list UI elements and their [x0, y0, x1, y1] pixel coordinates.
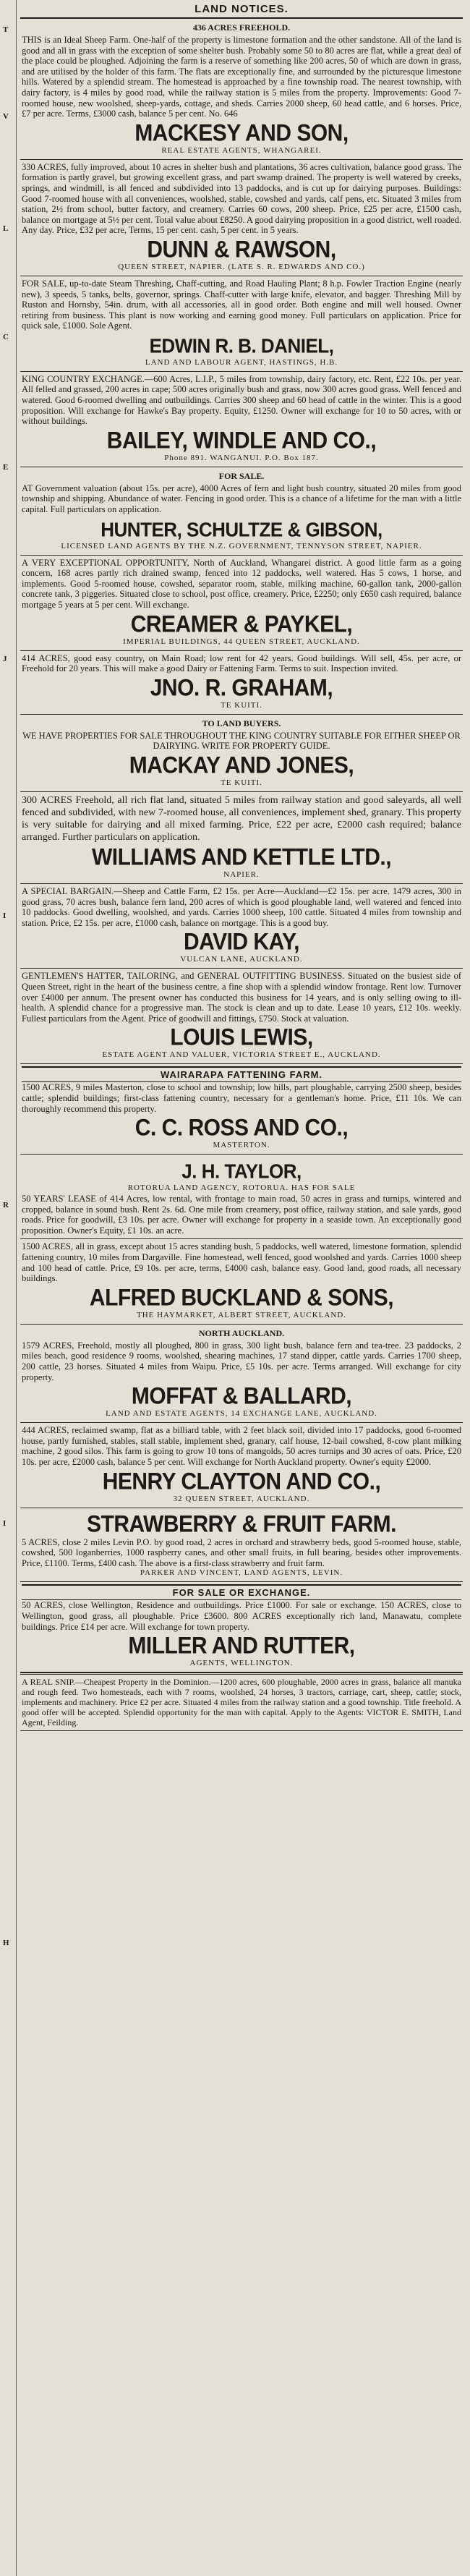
advert-title: NORTH AUCKLAND. [198, 1327, 285, 1338]
advertiser-address: ROTORUA LAND AGENCY, ROTORUA. HAS FOR SALE [127, 1183, 356, 1193]
advertiser-address: 32 QUEEN STREET, AUCKLAND. [173, 1494, 310, 1503]
advert-body: THIS is an Ideal Sheep Farm. One-half of the property is limestone formation and the other sandstone. All of the land is good and all in grass with the exception of some shelter bush. Probably some 50 to 80 acres are flat, while a great deal of the place could be ploughed. Adjoining the farm is a reserve of something like 200 acres, 50 of which are down in grass, and are utilised by the holder of this farm. The flats are exceptionally fine, and surrounded by the picturesque limestone hills. Watered by a splendid stream. The homestead is approached by a fine township road. The nearest township, with dairy factory, is 4 miles by good road, while the railway station is 5 miles from the property. Improvements: Good 7-roomed house, new woolshed, sheep-yards, cottage, and sheds. Carries 2000 sheep, 60 head cattle, and 6 horses. Price, £7 per acre. Terms, £3000 cash, balance 5 per cent. No. 646 [22, 35, 461, 119]
advert-300-acres [20, 792, 463, 884]
advert-body: A VERY EXCEPTIONAL OPPORTUNITY, North of Auckland, Whangarei district. A good little farm as a going concern, 168 acres partly rich drained swamp, fenced into 12 paddocks, well watered. Has 5 cows, 1 horse, and implements. Good 5-roomed house, cowshed, separator room, stable, milking machine, 60-gallon tank, 2000-gallon concrete tank, 3 piggeries. Situated close to school, post office, creamery. Price, £2250; only £650 cash required, balance mortgage 5 years at 5 per cent. Will exchange. [22, 557, 461, 610]
advertiser-name: J. H. TAYLOR, [181, 1159, 302, 1183]
gutter-mark: E [3, 463, 9, 472]
advertiser-name: ALFRED BUCKLAND & SONS, [89, 1285, 394, 1312]
advert-title: WAIRARAPA FATTENING FARM. [22, 1066, 461, 1082]
advertiser-name: MACKAY AND JONES, [129, 752, 354, 779]
advertiser-name: C. C. ROSS AND CO., [134, 1115, 349, 1142]
advert-hatter-business [20, 969, 463, 1064]
gutter-mark: J [3, 655, 7, 663]
advertiser-name: HENRY CLAYTON AND CO., [102, 1468, 381, 1495]
advert-wairarapa-farm [20, 1064, 463, 1155]
advert-body: 5 ACRES, close 2 miles Levin P.O. by good road, 2 acres in orchard and strawberry beds, good 5-roomed house, stable, cowshed, 500 loganberries, 1000 raspberry canes, and other small fruits, in full bearing, besides other improvements. Price, £1100. Terms, £400 cash. The above is a first-class strawberry and fruit farm. [22, 1536, 461, 1568]
advert-body: KING COUNTRY EXCHANGE.—600 Acres, L.I.P., 5 miles from township, dairy factory, etc. Rent, £22 10s. per year. All felled and grassed, 200 acres in cape; 500 acres originally bush and grass, now 300 acres good grass. Well fenced and watered. Good 6-roomed dwelling and outbuildings. Carries 300 sheep and 60 head of cattle in the winter. This is a good proposition. Will exchange for Hawke's Bay property. Equity, £1250. Owner will exchange for 10 to 50 acres, with or without buildings. [22, 373, 461, 427]
advertiser-address: TE KUITI. [221, 778, 262, 787]
advertiser-name: MOFFAT & BALLARD, [131, 1383, 352, 1410]
advert-title: FOR SALE OR EXCHANGE. [22, 1584, 461, 1600]
advertiser-name: DUNN & RAWSON, [147, 237, 336, 263]
advert-body: 300 ACRES Freehold, all rich flat land, situated 5 miles from railway station and good saleyards, all well fenced and subdivided, with new 7-roomed house, all conveniences, implement shed, granary. This property is very suitable for dairying and all mixed farming. Price, £22 per acre, £2000 cash required; balance arranged. Further particulars on application. [22, 794, 461, 843]
advert-body: 330 ACRES, fully improved, about 10 acres in shelter bush and plantations, 36 acres cultivation, balance good grass. The formation is partly gravel, but growing excellent grass, and part swamp drained. The property is well watered by creeks, springs, and windmill, is all fenced and subdivided into 13 paddocks, and is cut up for dairying purposes. Buildings: Good 7-roomed house with all conveniences, woolshed, stable, cowshed and yards, calf pens, etc. Situated 3 miles from station, 2½ from school, butter factory, and creamery. Carries 60 cows, 200 sheep. Price, £25 per acre, £1500 cash, balance on mortgage at 5½ per cent. Total value about £8250. A good dairying proposition in a good district, well roaded. Any day. Price, £32 per acre, Terms, 15 per cent. cash, 5 per cent. in 5 years. [22, 161, 461, 236]
section-header: LAND NOTICES. [20, 0, 463, 19]
advert-body: 1500 ACRES, all in grass, except about 15 acres standing bush, 5 paddocks, well watered, limestone formation, splendid fattening country, 10 miles from Dargaville. Fine homestead, well fenced, good woolshed and yards. Carries 1000 sheep and 100 head of cattle. Price, £9 10s. per acre, terms, £4000 cash, balance easy. Good land, good roads, all necessary buildings. [22, 1241, 461, 1284]
advertiser-address: THE HAYMARKET, ALBERT STREET, AUCKLAND. [136, 1310, 347, 1319]
advertiser-address: QUEEN STREET, NAPIER. (LATE S. R. EDWARDS AND CO.) [118, 262, 365, 271]
advert-title: TO LAND BUYERS. [202, 718, 281, 728]
advert-body: 50 YEARS' LEASE of 414 Acres, low rental, with frontage to main road, 50 acres in grass and turnips, wintered and cropped, balance in sound bush. Rent 2s. 6d. One mile from creamery, post office, railway station, and sale yards, good roads. Price for goodwill, £3 10s. per acre. Owner will exchange for property in a seaside town. An exceptionally good proposition. Owner's Equity, £1 10s. an acre. [22, 1194, 461, 1236]
advertiser-name: HUNTER, SCHULTZE & GIBSON, [101, 517, 383, 541]
advertiser-name: MACKESY AND SON, [134, 120, 349, 147]
advert-414-acres [20, 651, 463, 715]
advert-threshing-plant [20, 276, 463, 372]
gutter-mark: V [3, 112, 9, 121]
advertiser-address: ESTATE AGENT AND VALUER, VICTORIA STREET E., AUCKLAND. [102, 1050, 381, 1060]
advert-body: FOR SALE, up-to-date Steam Threshing, Chaff-cutting, and Road Hauling Plant; 8 h.p. Fowler Traction Engine (nearly new), 3 speeds, 5 tanks, belts, governor, springs. Chaff-cutter with large knife, elevator, and bagger. Threshing Mill by Ruston and Hornsby, 54in. drum, with all accessories, all in good order. Both engine and mill well housed. Owner retiring from business. This plant is now working and earning good money. Full particulars on application. Price for quick sale, £1000. Sole Agent. [22, 278, 461, 331]
gutter-mark: L [3, 224, 9, 233]
advert-special-bargain [20, 884, 463, 969]
advert-real-snip [20, 1675, 463, 1731]
advert-body: 1579 ACRES, Freehold, mostly all ploughed, 800 in grass, 300 light bush, balance fern and tea-tree. 23 paddocks, 2 miles beach, good residence 9 rooms, woolshed, shearing machines, 17 stand dipper, cattle yards. Carries 1700 sheep, 200 cattle, 23 horses. Situated 4 miles from Waipu. Price, £5 10s. per acre. Terms arranged. Will exchange for city property. [22, 1340, 461, 1382]
advert-body: 444 ACRES, reclaimed swamp, flat as a billiard table, with 2 feet black soil, divided into 17 paddocks, good 6-roomed house, partly furnished, stables, stall stable, implement shed, granary, calf house, 12-bail cowshed, 8-cow plant milking machine, 2 good silos. This farm is going to grow 10 tons of mangolds, 50 acres turnips and 30 acres of oats. Price, £20 10s. per acre, £2000 cash, balance 5 per cent. Will exchange for North Auckland property. Owner's equity £2000. [22, 1425, 461, 1467]
gutter-mark: H [3, 1939, 9, 1947]
notices-column [20, 0, 463, 2576]
advertiser-address: LICENSED LAND AGENTS BY THE N.Z. GOVERNMENT, TENNYSON STREET, NAPIER. [61, 541, 422, 551]
gutter-mark: T [3, 25, 9, 34]
advert-body: WE HAVE PROPERTIES FOR SALE THROUGHOUT THE KING COUNTRY SUITABLE FOR EITHER SHEEP OR DAIRYING. WRITE FOR PROPERTY GUIDE. [22, 730, 461, 752]
advert-for-sale-4000-acres [20, 467, 463, 556]
gutter-mark: I [3, 911, 7, 920]
advertiser-name: DAVID KAY, [183, 929, 300, 956]
advert-king-country [20, 372, 463, 467]
advertiser-address: NAPIER. [223, 870, 260, 879]
gutter-mark: R [3, 1201, 9, 1210]
advertiser-name: EDWIN R. B. DANIEL, [149, 333, 334, 358]
advert-title: 436 ACRES FREEHOLD. [192, 22, 291, 33]
advertiser-name: CREAMER & PAYKEL, [130, 611, 353, 637]
advert-title: FOR SALE. [218, 470, 265, 481]
advert-to-land-buyers [20, 715, 463, 792]
advertiser-name: MILLER AND RUTTER, [128, 1633, 355, 1659]
advert-body: A REAL SNIP.—Cheapest Property in the Dominion.—1200 acres, 600 ploughable, 2000 acres in grass, balance all manuka and rough feed. Two homesteads, each with 7 rooms, woolshed, 24 horses, 3 tractors, carriage, cart, sheep, cattle; stock, implements and machinery. Price £2 per acre. Situated 4 miles from the railway station and a good township. Title freehold. A good offer will be accepted. Splendid opportunity for the man with capital. Apply to the Agents: VICTOR E. SMITH, Land Agent, Feilding. [22, 1677, 461, 1728]
advert-436-acres [20, 19, 463, 160]
advertiser-name: BAILEY, WINDLE AND CO., [106, 428, 377, 454]
advert-body: GENTLEMEN'S HATTER, TAILORING, and GENERAL OUTFITTING BUSINESS. Situated on the busiest side of Queen Street, right in the heart of the business centre, a fine shop with a splendid window frontage. Rent low. Turnover over £4000 per annum. The present owner has conducted this business for 14 years, and is only selling owing to ill-health. A splendid chance for a progressive man. The stock is clean and up to date. Lease 10 years, £12 10s. weekly. Fullest particulars from the Agent. Price of goodwill and fittings, £750. Stock at valuation. [22, 971, 461, 1024]
advert-strawberry-farm [20, 1508, 463, 1583]
advert-body: AT Government valuation (about 15s. per acre), 4000 Acres of fern and light bush country, situated 20 miles from good township and shipping. Abundance of water. Fencing in good order. This is a chance of a lifetime for the man with a little capital. Full particulars on application. [22, 483, 461, 515]
advertiser-name: LOUIS LEWIS, [170, 1024, 313, 1051]
advertiser-address: REAL ESTATE AGENTS, WHANGAREI. [161, 145, 322, 155]
left-gutter-fragments [0, 0, 17, 2576]
advert-body: A SPECIAL BARGAIN.—Sheep and Cattle Farm, £2 15s. per Acre—Auckland—£2 15s. per acre. 1479 acres, 300 in good grass, 70 acres bush, balance fern land, 200 acres of which is good ploughable land, well watered and fenced into 10 paddocks. Good dwelling, woolshed, and yards. Carries 1000 sheep, 100 cattle. Situated 4 miles from township and station. Price, £2 15s. per acre, £1000 cash, balance on mortgage. This is a good buy. [22, 885, 461, 928]
advert-body: 414 ACRES, good easy country, on Main Road; low rent for 42 years. Good buildings. Will sell, 45s. per acre, or Freehold for 20 years. This will make a good Dairy or Fattening Farm. Terms to suit. Inspection invited. [22, 652, 461, 674]
advertiser-address: TE KUITI. [221, 700, 262, 710]
gutter-mark: I [3, 1519, 7, 1528]
advert-1500-acres-dargaville [20, 1239, 463, 1324]
advertiser-name: STRAWBERRY & FRUIT FARM. [87, 1511, 396, 1537]
advertiser-address: IMPERIAL BUILDINGS, 44 QUEEN STREET, AUCKLAND. [123, 637, 360, 646]
gutter-mark: C [3, 333, 9, 341]
advertiser-name: WILLIAMS AND KETTLE LTD., [91, 844, 392, 871]
advertiser-address: LAND AND LABOUR AGENT, HASTINGS, H.B. [145, 357, 338, 367]
advert-50-years-lease [20, 1155, 463, 1239]
advert-sale-or-exchange [20, 1582, 463, 1672]
advertiser-address: VULCAN LANE, AUCKLAND. [180, 955, 303, 964]
advertiser-address: Phone 891. WANGANUI. P.O. Box 187. [164, 453, 319, 462]
advert-whangarei [20, 556, 463, 651]
advertiser-address: LAND AND ESTATE AGENTS, 14 EXCHANGE LANE, AUCKLAND. [106, 1409, 377, 1419]
advertiser-address: MASTERTON. [213, 1141, 270, 1150]
advertiser-address: AGENTS, WELLINGTON. [189, 1659, 294, 1668]
advert-body: 50 ACRES, close Wellington, Residence and outbuildings. Price £1000. For sale or exchange. 150 ACRES, close to Wellington, good grass, all ploughable. Price £3600. 800 ACRES exceptionally rich land, Manawatu, complete buildings. Price £14 per acre. Will exchange for town property. [22, 1600, 461, 1632]
advert-444-acres [20, 1423, 463, 1508]
advert-330-acres [20, 160, 463, 276]
advertiser-name: JNO. R. GRAHAM, [150, 675, 333, 702]
advert-body: 1500 ACRES, 9 miles Masterton, close to school and township; low hills, part ploughable, carrying 2500 sheep, besides cattle; splendid buildings; first-class fattening country, necessary for a gentleman's home. Price, £11 10s. We can thoroughly recommend this property. [22, 1082, 461, 1114]
advert-north-auckland [20, 1325, 463, 1423]
advertiser-address: PARKER AND VINCENT, LAND AGENTS, LEVIN. [140, 1568, 343, 1578]
